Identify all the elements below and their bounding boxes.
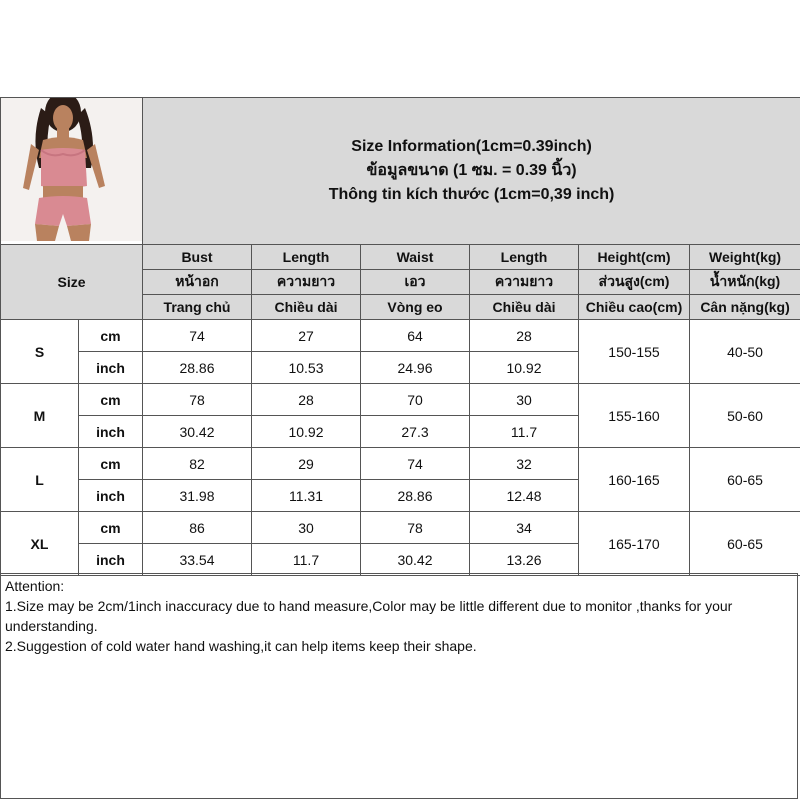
col-header-vi: Vòng eo	[361, 295, 470, 320]
col-header-en: Waist	[361, 245, 470, 270]
height-range: 155-160	[579, 384, 690, 448]
cell-value: 11.31	[252, 480, 361, 512]
size-table	[0, 97, 800, 576]
cell-value: 28.86	[361, 480, 470, 512]
cell-value: 27	[252, 320, 361, 352]
model-illustration	[1, 98, 142, 241]
height-range: 160-165	[579, 448, 690, 512]
col-header-en: Length	[470, 245, 579, 270]
weight-range: 40-50	[690, 320, 800, 384]
unit-inch: inch	[79, 480, 143, 512]
cell-value: 28.86	[143, 352, 252, 384]
unit-inch: inch	[79, 352, 143, 384]
weight-range: 60-65	[690, 448, 800, 512]
col-header-en: Height(cm)	[579, 245, 690, 270]
cell-value: 27.3	[361, 416, 470, 448]
cell-value: 30	[252, 512, 361, 544]
cell-value: 74	[361, 448, 470, 480]
col-header-en: Bust	[143, 245, 252, 270]
size-name: S	[1, 320, 79, 384]
col-header-th: หน้าอก	[143, 270, 252, 295]
size-chart	[0, 97, 800, 703]
col-header-vi: Chiều dài	[470, 295, 579, 320]
col-header-vi: Chiều cao(cm)	[579, 295, 690, 320]
cell-value: 34	[470, 512, 579, 544]
title-cell	[143, 98, 800, 245]
cell-value: 28	[470, 320, 579, 352]
cell-value: 11.7	[470, 416, 579, 448]
cell-value: 10.92	[252, 416, 361, 448]
height-range: 150-155	[579, 320, 690, 384]
col-header-en: Weight(kg)	[690, 245, 800, 270]
cell-value: 32	[470, 448, 579, 480]
col-header-vi: Cân nặng(kg)	[690, 295, 800, 320]
cell-value: 29	[252, 448, 361, 480]
col-header-th: น้ำหนัก(kg)	[690, 270, 800, 295]
height-range: 165-170	[579, 512, 690, 576]
cell-value: 31.98	[143, 480, 252, 512]
cell-value: 12.48	[470, 480, 579, 512]
unit-cm: cm	[79, 512, 143, 544]
attention-line-1: 1.Size may be 2cm/1inch inaccuracy due to hand measure,Color may be little different due to monitor ,thanks for your understanding.	[5, 598, 733, 634]
unit-cm: cm	[79, 448, 143, 480]
cell-value: 10.53	[252, 352, 361, 384]
cell-value: 24.96	[361, 352, 470, 384]
cell-value: 78	[143, 384, 252, 416]
size-header: Size	[1, 245, 143, 320]
col-header-en: Length	[252, 245, 361, 270]
attention-line-2: 2.Suggestion of cold water hand washing,it can help items keep their shape.	[5, 638, 477, 654]
size-name: L	[1, 448, 79, 512]
cell-value: 30.42	[143, 416, 252, 448]
attention-notes	[0, 573, 798, 799]
title-vietnamese: Thông tin kích thước (1cm=0,39 inch)	[328, 186, 615, 203]
cell-value: 86	[143, 512, 252, 544]
col-header-th: ความยาว	[252, 270, 361, 295]
unit-cm: cm	[79, 320, 143, 352]
product-photo-cell	[1, 98, 143, 245]
cell-value: 74	[143, 320, 252, 352]
cell-value: 64	[361, 320, 470, 352]
cell-value: 28	[252, 384, 361, 416]
unit-inch: inch	[79, 416, 143, 448]
attention-heading: Attention:	[5, 578, 65, 594]
cell-value: 13.26	[470, 544, 579, 576]
col-header-th: ส่วนสูง(cm)	[579, 270, 690, 295]
title-thai: ข้อมูลขนาด (1 ซม. = 0.39 นิ้ว)	[366, 162, 577, 179]
unit-cm: cm	[79, 384, 143, 416]
title-english: Size Information(1cm=0.39inch)	[351, 138, 592, 155]
cell-value: 10.92	[470, 352, 579, 384]
cell-value: 33.54	[143, 544, 252, 576]
size-name: XL	[1, 512, 79, 576]
col-header-th: ความยาว	[470, 270, 579, 295]
weight-range: 60-65	[690, 512, 800, 576]
product-photo	[1, 98, 142, 244]
col-header-vi: Trang chủ	[143, 295, 252, 320]
unit-inch: inch	[79, 544, 143, 576]
cell-value: 11.7	[252, 544, 361, 576]
cell-value: 70	[361, 384, 470, 416]
col-header-th: เอว	[361, 270, 470, 295]
col-header-vi: Chiều dài	[252, 295, 361, 320]
cell-value: 78	[361, 512, 470, 544]
cell-value: 30	[470, 384, 579, 416]
size-name: M	[1, 384, 79, 448]
cell-value: 82	[143, 448, 252, 480]
weight-range: 50-60	[690, 384, 800, 448]
cell-value: 30.42	[361, 544, 470, 576]
